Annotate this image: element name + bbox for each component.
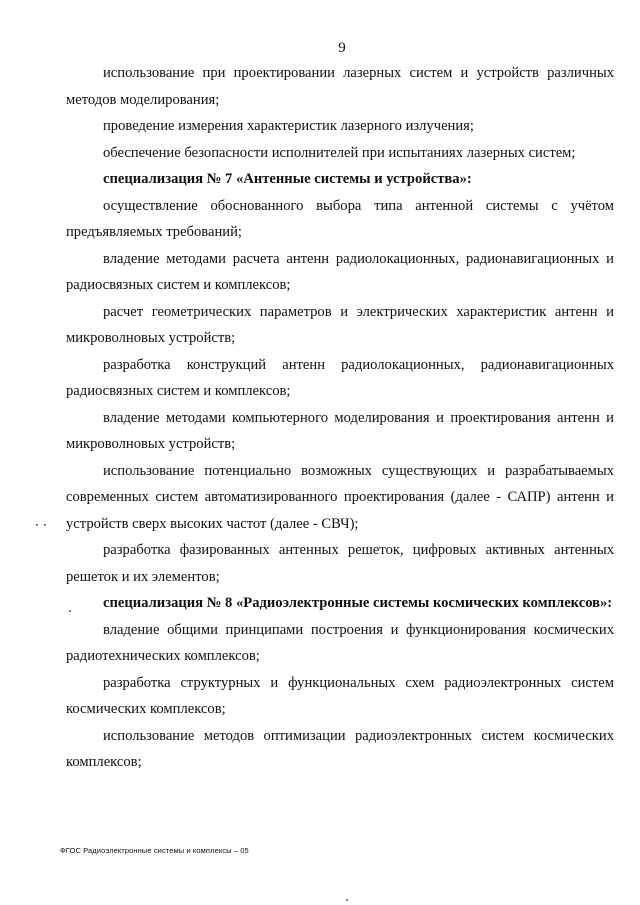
paragraph: разработка конструкций антенн радиолокационных, радионавигационных радиосвязных систем и комплексов;: [66, 356, 614, 399]
paragraph: разработка структурных и функциональных схем радиоэлектронных систем космических комплексов;: [66, 674, 614, 717]
scan-speck: [346, 899, 348, 901]
paragraph: осуществление обоснованного выбора типа антенной системы с учётом предъявляемых требований;: [66, 197, 614, 240]
paragraph: владение методами компьютерного моделирования и проектирования антенн и микроволновых устройств;: [66, 409, 614, 452]
body-text: [66, 60, 614, 776]
paragraph: разработка фазированных антенных решеток, цифровых активных антенных решеток и их элементов;: [66, 542, 614, 585]
specialization-heading: специализация № 8 «Радиоэлектронные системы космических комплексов»:: [103, 595, 613, 611]
paragraph: проведение измерения характеристик лазерного излучения;: [103, 118, 474, 134]
scan-speck: [36, 524, 38, 526]
specialization-heading: специализация № 7 «Антенные системы и устройства»:: [103, 171, 472, 187]
paragraph: владение общими принципами построения и функционирования космических радиотехнических комплексов;: [66, 621, 614, 664]
paragraph: обеспечение безопасности исполнителей при испытаниях лазерных систем;: [103, 144, 576, 161]
paragraph: использование потенциально возможных существующих и разрабатываемых современных систем автоматизированного проектирования (далее - САПР) антенн и устройств сверх высоких частот (далее - СВЧ);: [66, 462, 614, 532]
page-number: 9: [338, 40, 346, 56]
scan-speck: [44, 524, 46, 526]
paragraph: расчет геометрических параметров и электрических характеристик антенн и микроволновых устройств;: [66, 303, 614, 346]
scan-speck: [69, 610, 71, 612]
paragraph: использование при проектировании лазерных систем и устройств различных методов моделирования;: [66, 65, 614, 108]
paragraph: использование методов оптимизации радиоэлектронных систем космических комплексов;: [66, 727, 614, 770]
paragraph: владение методами расчета антенн радиолокационных, радионавигационных и радиосвязных систем и комплексов;: [66, 250, 614, 293]
footer-text: ФГОС Радиоэлектронные системы и комплексы – 05: [60, 846, 249, 855]
